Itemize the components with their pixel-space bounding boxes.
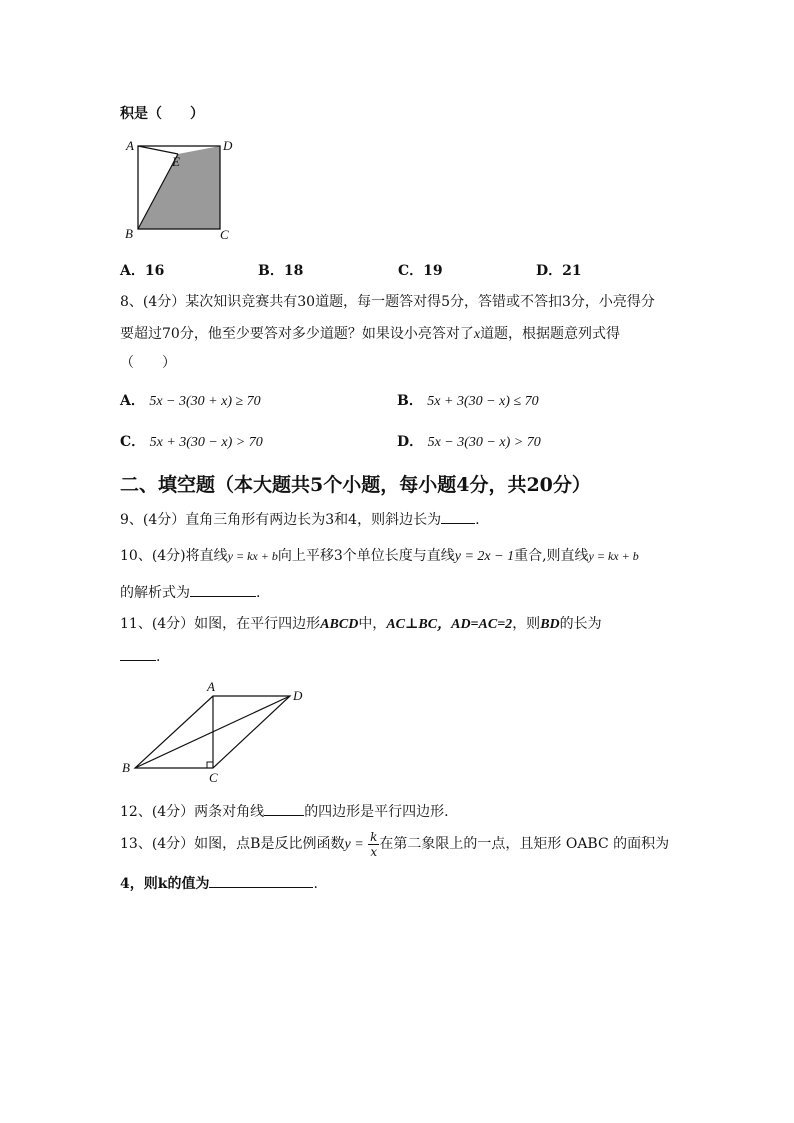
q11-figure [118, 676, 318, 788]
section-2-heading: 二、填空题（本大题共5个小题，每小题4分，共20分） [120, 474, 591, 496]
q7-option-b[interactable]: B．18 [258, 263, 304, 279]
q12-answer-blank[interactable] [264, 801, 304, 816]
q10-answer-blank[interactable] [190, 582, 256, 597]
q8-option-c[interactable]: C． 5x + 3(30 − x) > 70 [120, 434, 263, 450]
label-e: E [172, 154, 180, 169]
q9-answer-blank[interactable] [441, 509, 475, 524]
label-d: D [223, 138, 233, 153]
q7-option-c[interactable]: C．19 [398, 263, 443, 279]
right-angle-mark [207, 762, 213, 768]
q11-answer-blank[interactable] [120, 646, 156, 661]
label-c: C [209, 770, 218, 785]
q7-figure [120, 134, 250, 246]
label-d: D [293, 688, 303, 703]
q9-line: 9、(4分）直角三角形有两边长为3和4，则斜边长为 . [120, 509, 480, 529]
q13-answer-blank[interactable] [209, 873, 313, 888]
q7-option-d[interactable]: D．21 [536, 263, 582, 279]
label-b: B [122, 760, 130, 775]
q8-line2: 要超过70分，他至少要答对多少道题？如果设小亮答对了x道题，根据题意列式得 [120, 326, 621, 342]
q8-option-a[interactable]: A． 5x − 3(30 + x) ≥ 70 [120, 393, 261, 409]
q11-line1: 11、(4分）如图，在平行四边形ABCD中，AC⊥BC，AD=AC=2，则BD的长为 [120, 616, 602, 632]
label-a: A [126, 138, 134, 153]
q13-line2: 4，则k的值为 . [120, 873, 318, 893]
q11-line2: . [120, 646, 160, 665]
q10-line1: 10、(4分)将直线y = kx + b向上平移3个单位长度与直线y = 2x − 1重合,则直线y = kx + b [120, 548, 639, 564]
label-b: B [125, 226, 133, 241]
fraction-k-over-x: $\frac{k}{x}$ [370, 829, 378, 859]
q7-option-a[interactable]: A．16 [120, 263, 165, 279]
q12-line: 12、(4分）两条对角线 的四边形是平行四边形. [120, 801, 449, 821]
label-a: A [207, 679, 215, 694]
q7-tail: 积是（ ） [120, 106, 204, 122]
q8-paren: （ ） [120, 355, 176, 371]
label-c: C [220, 227, 229, 242]
q10-line2: 的解析式为 . [120, 582, 260, 602]
q13-line1: 13、(4分）如图，点B是反比例函数y = $\frac{k}{x}$ 在第二象限上的一点，且矩形 OABC 的面积为 [120, 829, 670, 859]
q8-option-b[interactable]: B． 5x + 3(30 − x) ≤ 70 [397, 393, 539, 409]
q8-line1: 8、(4分）某次知识竞赛共有30道题，每一题答对得5分，答错或不答扣3分，小亮得分 [120, 294, 655, 310]
q8-option-d[interactable]: D． 5x − 3(30 − x) > 70 [397, 434, 541, 450]
